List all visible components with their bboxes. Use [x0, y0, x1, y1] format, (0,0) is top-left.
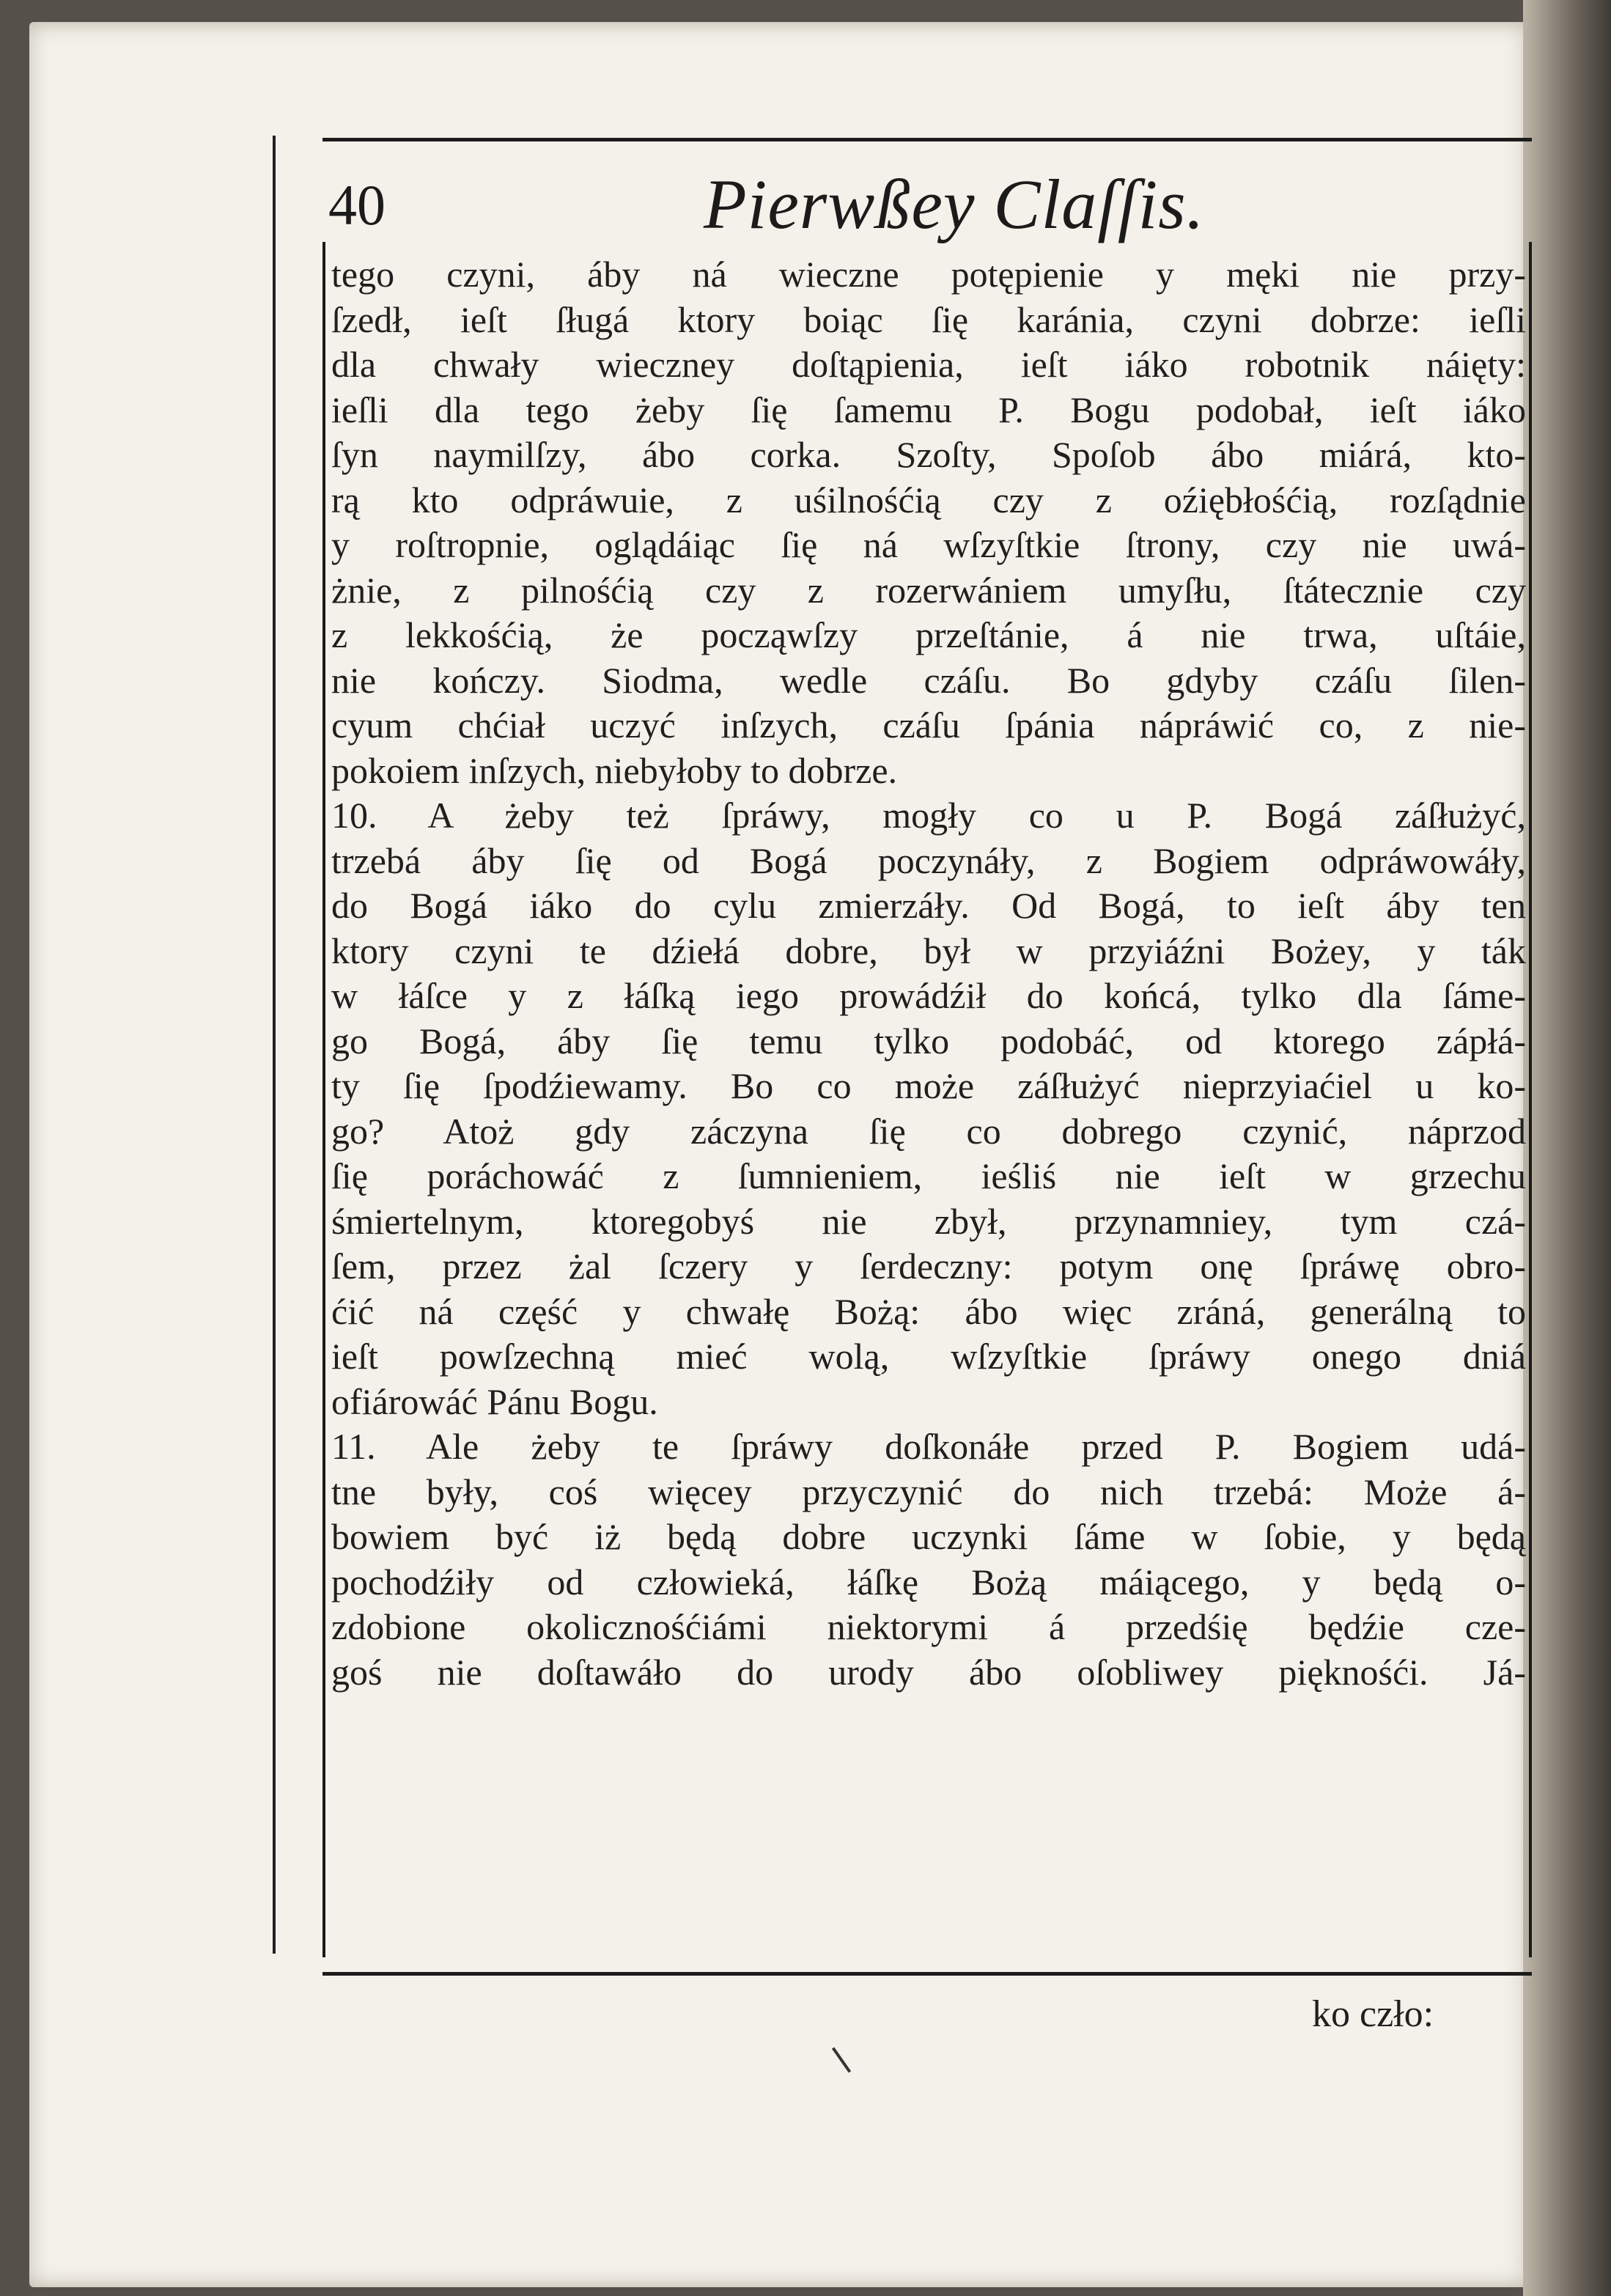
page-number: 40: [328, 173, 386, 237]
text-line: w łáſce y z łáſką iego prowádźił do końcá, tylko dla ſáme-: [331, 975, 1526, 1016]
text-line: z lekkośćią, że począwſzy przeſtánie, á nie trwa, uſtáie,: [331, 614, 1526, 655]
text-line: śmiertelnym, ktoregobyś nie zbył, przynamniey, tym czá-: [331, 1200, 1526, 1242]
text-line: ofiárowáć Pánu Bogu.: [331, 1380, 658, 1422]
text-line: pokoiem inſzych, niebyłoby to dobrze.: [331, 749, 898, 791]
text-line: żnie, z pilnośćią czy z rozerwániem umyſłu, ſtátecznie czy: [331, 569, 1526, 611]
text-line: do Bogá iáko do cylu zmierzáły. Od Bogá, to ieſt áby ten: [331, 885, 1526, 926]
text-line: 10. A żeby też ſpráwy, mogły co u P. Bogá záſłużyć,: [331, 795, 1526, 836]
text-line: ty ſię ſpodźiewamy. Bo co może záſłużyć nieprzyiaćiel u ko-: [331, 1065, 1526, 1106]
running-title: Pierwßey Claſſis.: [704, 165, 1205, 243]
text-line: ieſli dla tego żeby ſię ſamemu P. Bogu podobał, ieſt iáko: [331, 389, 1526, 430]
text-line: ieſt powſzechną mieć wolą, wſzyſtkie ſpráwy onego dniá: [331, 1336, 1526, 1377]
text-line: cyum chćiał uczyć inſzych, czáſu ſpánia nápráwić co, z nie-: [331, 704, 1526, 746]
text-line: 11. Ale żeby te ſpráwy doſkonáłe przed P. Bogiem udá-: [331, 1426, 1526, 1467]
text-line: ſię poráchowáć z ſumnieniem, ieśliś nie ieſt w grzechu: [331, 1155, 1526, 1196]
text-line: dla chwały wieczney doſtąpienia, ieſt iáko robotnik náięty:: [331, 344, 1526, 385]
text-line: ſyn naymilſzy, ábo corka. Szoſty, Spoſob ábo miárá, kto-: [331, 434, 1526, 475]
body-text: [331, 252, 1526, 1695]
text-line: go? Atoż gdy záczyna ſię co dobrego czynić, náprzod: [331, 1110, 1526, 1152]
catchword: ko czło:: [1312, 1993, 1434, 2035]
text-line: ſzedł, ieſt ſługá ktory boiąc ſię karánia, czyni dobrze: ieſli: [331, 298, 1526, 340]
text-line: ktory czyni te dźiełá dobre, był w przyiáźni Bożey, y ták: [331, 930, 1526, 971]
text-line: trzebá áby ſię od Bogá poczynáły, z Bogiem odpráwowáły,: [331, 839, 1526, 881]
text-line: go Bogá, áby ſię temu tylko podobáć, od ktorego zápłá-: [331, 1020, 1526, 1061]
text-line: nie kończy. Siodma, wedle czáſu. Bo gdyby czáſu ſilen-: [331, 659, 1526, 701]
text-line: zdobione okolicznośćiámi niektorymi á przedśię będźie cze-: [331, 1606, 1526, 1647]
text-line: tne były, coś więcey przyczynić do nich trzebá: Może á-: [331, 1471, 1526, 1512]
text-line: bowiem być iż będą dobre uczynki ſáme w ſobie, y będą: [331, 1516, 1526, 1557]
top-rule: [322, 138, 1532, 141]
text-line: tego czyni, áby ná wieczne potępienie y męki nie przy-: [331, 254, 1526, 295]
text-line: pochodźiły od człowieká, łáſkę Bożą máiącego, y będą o-: [331, 1561, 1526, 1603]
text-line: y roſtropnie, oglądáiąc ſię ná wſzyſtkie ſtrony, czy nie uwá-: [331, 524, 1526, 565]
bottom-rule: [322, 1972, 1532, 1976]
text-line: goś nie doſtawáło do urody ábo oſobliwey pięknośći. Já-: [331, 1651, 1526, 1693]
left-frame-rule: [273, 136, 276, 1954]
text-line: ćić ná część y chwałę Bożą: ábo więc zráná, generálną to: [331, 1290, 1526, 1332]
text-line: ſem, przez żal ſczery y ſerdeczny: potym onę ſpráwę obro-: [331, 1245, 1526, 1287]
text-line: rą kto odpráwuie, z uśilnośćią czy z oźiębłośćią, rozſądnie: [331, 479, 1526, 520]
page-edge-shadow: [1523, 0, 1611, 2296]
page-header: [322, 158, 1532, 243]
text-block: [322, 242, 1532, 1957]
